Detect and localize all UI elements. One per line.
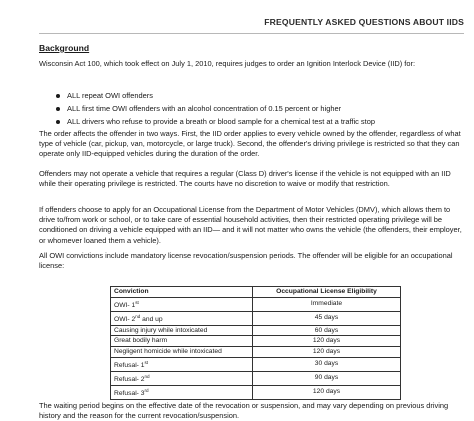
table-row [111, 325, 401, 336]
eligibility-cell: 120 days [253, 346, 401, 357]
column-header-eligibility: Occupational License Eligibility [253, 287, 401, 298]
table-row [111, 346, 401, 357]
occupational-paragraph: If offenders choose to apply for an Occupational License from the Department of Motor Vehicles (DMV), which allows them to drive to/from work or school, or to take care of essential household activities, then their restricted operating privilege will be conditioned on driving a vehicle equipped with an IID— and it will not matter who owns the vehicle (the offenders, their employer, or whomever loaned them a vehicle). [39, 205, 462, 245]
waiting-paragraph: The waiting period begins on the effective date of the revocation or suspension, and may vary depending on previous driving history and the reason for the current revocation/suspension. [39, 401, 449, 421]
may-not-paragraph: Offenders may not operate a vehicle that requires a regular (Class D) driver's license if the vehicle is not equipped with an IID while their operating privilege is restricted. The courts have no discretion to waive or modify that restriction. [39, 169, 451, 189]
table-row [111, 336, 401, 347]
bullet-item: ALL first time OWI offenders with an alcohol concentration of 0.15 percent or higher [56, 102, 466, 115]
column-header-conviction: Conviction [111, 287, 253, 298]
conviction-cell: Great bodily harm [111, 336, 253, 347]
eligibility-table [110, 286, 401, 400]
conviction-cell: OWI- 2nd and up [111, 311, 253, 325]
eligibility-cell: 90 days [253, 371, 401, 385]
header-divider [39, 33, 464, 34]
conviction-cell: OWI- 1st [111, 297, 253, 311]
conviction-cell: Refusal- 3rd [111, 385, 253, 399]
table-row [111, 357, 401, 371]
eligibility-cell: 120 days [253, 385, 401, 399]
affects-paragraph: The order affects the offender in two ways. First, the IID order applies to every vehicle owned by the offender, regardless of what type of vehicle (car, pickup, van, motorcycle, or large truck). Second, the offender's driving privilege is restricted so that they can operate only IID-equipped vehicles during the duration of the order. [39, 129, 461, 159]
section-title: Background [39, 43, 90, 53]
page-header-title: FREQUENTLY ASKED QUESTIONS ABOUT IIDS [264, 17, 464, 27]
eligibility-cell: 30 days [253, 357, 401, 371]
bullet-item: ALL drivers who refuse to provide a breath or blood sample for a chemical test at a traffic stop [56, 115, 466, 128]
conviction-cell: Refusal- 1st [111, 357, 253, 371]
table-header-row [111, 287, 401, 298]
conviction-cell: Refusal- 2nd [111, 371, 253, 385]
eligibility-cell: 45 days [253, 311, 401, 325]
eligibility-cell: 60 days [253, 325, 401, 336]
table-row [111, 311, 401, 325]
conviction-cell: Causing injury while intoxicated [111, 325, 253, 336]
intro-paragraph: Wisconsin Act 100, which took effect on July 1, 2010, requires judges to order an Ignition Interlock Device (IID) for: [39, 59, 416, 68]
table-row [111, 371, 401, 385]
all-owi-paragraph: All OWI convictions include mandatory license revocation/suspension periods. The offender will be eligible for an occupational license: [39, 251, 453, 271]
table-row [111, 385, 401, 399]
eligibility-cell: Immediate [253, 297, 401, 311]
eligibility-cell: 120 days [253, 336, 401, 347]
bullet-list [56, 89, 466, 129]
conviction-cell: Negligent homicide while intoxicated [111, 346, 253, 357]
bullet-item: ALL repeat OWI offenders [56, 89, 466, 102]
table-row [111, 297, 401, 311]
